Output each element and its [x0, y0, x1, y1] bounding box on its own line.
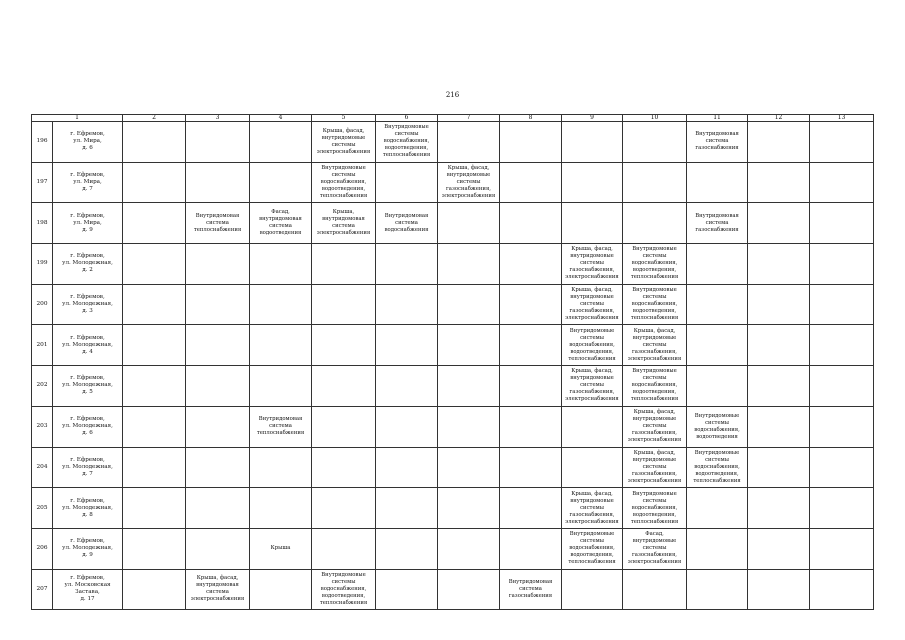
- work-cell: Внутридомовые системы водоснабжения, водоотведения, теплоснабжения: [376, 122, 438, 163]
- work-cell: [748, 406, 810, 447]
- work-cell: [623, 203, 687, 244]
- work-cell: [810, 284, 874, 325]
- work-cell: [810, 406, 874, 447]
- work-cell: [186, 325, 250, 366]
- column-header: 9: [562, 115, 623, 122]
- work-cell: [748, 488, 810, 529]
- work-cell: Внутридомовая система газоснабжения: [687, 203, 748, 244]
- work-cell: [123, 284, 186, 325]
- work-cell: [810, 488, 874, 529]
- work-cell: [748, 569, 810, 610]
- row-number: 204: [32, 447, 53, 488]
- work-cell: Крыша, фасад, внутридомовые системы газоснабжения, электроснабжения: [438, 162, 500, 203]
- work-cell: Внутридомовые системы водоснабжения, водоотведения, теплоснабжения: [623, 284, 687, 325]
- work-cell: [810, 203, 874, 244]
- row-number: 206: [32, 528, 53, 569]
- work-cell: [810, 122, 874, 163]
- address-cell: г. Ефремов, ул. Молодежная, д. 7: [53, 447, 123, 488]
- work-cell: Фасад, внутридомовые системы газоснабжения, электроснабжения: [623, 528, 687, 569]
- column-header: 13: [810, 115, 874, 122]
- table-row: [32, 122, 874, 163]
- work-cell: [123, 162, 186, 203]
- address-cell: г. Ефремов, ул. Молодежная, д. 2: [53, 244, 123, 285]
- work-cell: [687, 528, 748, 569]
- work-cell: [123, 569, 186, 610]
- work-cell: [123, 406, 186, 447]
- work-cell: Внутридомовые системы водоснабжения, водоотведения, теплоснабжения: [562, 528, 623, 569]
- work-cell: [562, 162, 623, 203]
- work-cell: [562, 203, 623, 244]
- row-number: 197: [32, 162, 53, 203]
- work-cell: [250, 366, 312, 407]
- work-cell: [186, 162, 250, 203]
- work-cell: [748, 284, 810, 325]
- work-cell: [748, 244, 810, 285]
- work-cell: [250, 569, 312, 610]
- row-number: 207: [32, 569, 53, 610]
- work-cell: [500, 162, 562, 203]
- row-number: 196: [32, 122, 53, 163]
- work-cell: [123, 366, 186, 407]
- work-cell: [562, 122, 623, 163]
- work-cell: [250, 488, 312, 529]
- work-cell: [687, 284, 748, 325]
- work-cell: [186, 406, 250, 447]
- column-header: 2: [123, 115, 186, 122]
- address-cell: г. Ефремов, ул. Молодежная, д. 9: [53, 528, 123, 569]
- work-cell: [250, 162, 312, 203]
- work-cell: Внутридомовая система теплоснабжения: [186, 203, 250, 244]
- work-cell: [186, 447, 250, 488]
- work-cell: [748, 203, 810, 244]
- work-cell: [376, 488, 438, 529]
- work-cell: [500, 406, 562, 447]
- address-cell: г. Ефремов, ул. Мира, д. 9: [53, 203, 123, 244]
- header-row: [32, 115, 874, 122]
- row-number: 201: [32, 325, 53, 366]
- work-cell: [500, 203, 562, 244]
- work-cell: [810, 325, 874, 366]
- work-cell: [312, 366, 376, 407]
- work-cell: [687, 162, 748, 203]
- work-cell: [376, 366, 438, 407]
- work-cell: [438, 447, 500, 488]
- work-cell: [500, 447, 562, 488]
- work-cell: Крыша, фасад, внутридомовые системы газоснабжения, электроснабжения: [623, 325, 687, 366]
- address-cell: г. Ефремов, ул. Молодежная, д. 6: [53, 406, 123, 447]
- work-cell: [186, 366, 250, 407]
- work-cell: [123, 122, 186, 163]
- work-cell: [562, 447, 623, 488]
- work-cell: [376, 325, 438, 366]
- row-number: 203: [32, 406, 53, 447]
- work-cell: [312, 447, 376, 488]
- work-cell: Фасад, внутридомовая система водоотведения: [250, 203, 312, 244]
- work-cell: Внутридомовая система водоснабжения: [376, 203, 438, 244]
- work-cell: [376, 447, 438, 488]
- work-cell: [810, 528, 874, 569]
- work-cell: Внутридомовые системы водоснабжения, водоотведения, теплоснабжения: [623, 366, 687, 407]
- work-cell: [250, 244, 312, 285]
- table-row: [32, 284, 874, 325]
- work-cell: [376, 162, 438, 203]
- work-cell: [123, 325, 186, 366]
- column-header: 6: [376, 115, 438, 122]
- work-cell: [438, 244, 500, 285]
- work-cell: Крыша, фасад, внутридомовые системы газоснабжения, электроснабжения: [562, 366, 623, 407]
- column-header: 11: [687, 115, 748, 122]
- work-cell: [312, 325, 376, 366]
- work-cell: [687, 325, 748, 366]
- page-number: 216: [445, 91, 460, 99]
- work-cell: [250, 122, 312, 163]
- work-cell: [500, 122, 562, 163]
- column-header: 1: [32, 115, 123, 122]
- work-cell: [500, 366, 562, 407]
- work-cell: [687, 366, 748, 407]
- table-row: [32, 528, 874, 569]
- row-number: 200: [32, 284, 53, 325]
- work-cell: [312, 406, 376, 447]
- work-cell: [312, 284, 376, 325]
- column-header: 10: [623, 115, 687, 122]
- work-cell: Внутридомовая система газоснабжения: [500, 569, 562, 610]
- work-cell: [500, 528, 562, 569]
- work-cell: [123, 488, 186, 529]
- work-cell: Внутридомовая система газоснабжения: [687, 122, 748, 163]
- work-cell: [748, 162, 810, 203]
- work-cell: [687, 244, 748, 285]
- work-cell: [376, 569, 438, 610]
- work-cell: [186, 244, 250, 285]
- work-cell: Внутридомовые системы водоснабжения, водоотведения: [687, 406, 748, 447]
- work-cell: Внутридомовые системы водоснабжения, водоотведения, теплоснабжения: [562, 325, 623, 366]
- work-cell: [438, 203, 500, 244]
- column-header: 12: [748, 115, 810, 122]
- row-number: 198: [32, 203, 53, 244]
- work-cell: [123, 203, 186, 244]
- work-cell: [810, 162, 874, 203]
- work-cell: [623, 122, 687, 163]
- work-cell: [500, 244, 562, 285]
- work-cell: [748, 447, 810, 488]
- work-cell: Крыша, фасад, внутридомовые системы электроснабжения: [312, 122, 376, 163]
- work-cell: [186, 284, 250, 325]
- address-cell: г. Ефремов, ул. Молодежная, д. 8: [53, 488, 123, 529]
- column-header: 7: [438, 115, 500, 122]
- work-cell: Крыша, фасад, внутридомовые системы газоснабжения, электроснабжения: [562, 488, 623, 529]
- table-row: [32, 406, 874, 447]
- work-cell: Внутридомовые системы водоснабжения, водоотведения, теплоснабжения: [687, 447, 748, 488]
- work-cell: [810, 366, 874, 407]
- table-row: [32, 366, 874, 407]
- work-cell: [186, 122, 250, 163]
- work-cell: Внутридомовые системы водоснабжения, водоотведения, теплоснабжения: [623, 244, 687, 285]
- work-cell: [500, 284, 562, 325]
- table-row: [32, 162, 874, 203]
- work-cell: [623, 569, 687, 610]
- column-header: 5: [312, 115, 376, 122]
- work-cell: [123, 447, 186, 488]
- work-cell: [748, 122, 810, 163]
- work-cell: Крыша, фасад, внутридомовая система электроснабжения: [186, 569, 250, 610]
- work-cell: Внутридомовые системы водоснабжения, водоотведения, теплоснабжения: [623, 488, 687, 529]
- work-cell: [186, 528, 250, 569]
- work-cell: Крыша, внутридомовая система электроснабжения: [312, 203, 376, 244]
- work-cell: [438, 569, 500, 610]
- work-cell: [500, 488, 562, 529]
- work-cell: [376, 244, 438, 285]
- work-cell: Внутридомовая система теплоснабжения: [250, 406, 312, 447]
- work-cell: [687, 488, 748, 529]
- work-cell: [562, 569, 623, 610]
- work-cell: [312, 488, 376, 529]
- work-cell: Крыша, фасад, внутридомовые системы газоснабжения, электроснабжения: [562, 244, 623, 285]
- work-cell: [312, 528, 376, 569]
- address-cell: г. Ефремов, ул. Московская Застава, д. 17: [53, 569, 123, 610]
- work-cell: [438, 406, 500, 447]
- table-row: [32, 488, 874, 529]
- column-header: 3: [186, 115, 250, 122]
- work-cell: [250, 447, 312, 488]
- row-number: 205: [32, 488, 53, 529]
- work-cell: Крыша: [250, 528, 312, 569]
- work-cell: [438, 325, 500, 366]
- work-cell: [123, 528, 186, 569]
- work-cell: [376, 528, 438, 569]
- work-cell: Внутридомовые системы водоснабжения, водоотведения, теплоснабжения: [312, 162, 376, 203]
- work-cell: [438, 284, 500, 325]
- work-cell: [438, 122, 500, 163]
- work-cell: [438, 528, 500, 569]
- work-cell: Внутридомовые системы водоснабжения, водоотведения, теплоснабжения: [312, 569, 376, 610]
- row-number: 202: [32, 366, 53, 407]
- row-number: 199: [32, 244, 53, 285]
- work-cell: [562, 406, 623, 447]
- table-row: [32, 244, 874, 285]
- work-cell: [810, 447, 874, 488]
- work-cell: [500, 325, 562, 366]
- work-cell: [810, 244, 874, 285]
- work-cell: [250, 284, 312, 325]
- work-cell: [123, 244, 186, 285]
- address-cell: г. Ефремов, ул. Молодежная, д. 5: [53, 366, 123, 407]
- work-cell: [312, 244, 376, 285]
- work-cell: [810, 569, 874, 610]
- work-cell: [748, 366, 810, 407]
- work-cell: Крыша, фасад, внутридомовые системы газоснабжения, электроснабжения: [623, 406, 687, 447]
- work-cell: Крыша, фасад, внутридомовые системы газоснабжения, электроснабжения: [623, 447, 687, 488]
- work-cell: Крыша, фасад, внутридомовые системы газоснабжения, электроснабжения: [562, 284, 623, 325]
- work-cell: [376, 284, 438, 325]
- work-cell: [623, 162, 687, 203]
- address-cell: г. Ефремов, ул. Мира, д. 6: [53, 122, 123, 163]
- table-row: [32, 203, 874, 244]
- table-row: [32, 447, 874, 488]
- works-table: [31, 114, 874, 610]
- work-cell: [186, 488, 250, 529]
- column-header: 4: [250, 115, 312, 122]
- column-header: 8: [500, 115, 562, 122]
- work-cell: [748, 528, 810, 569]
- work-cell: [687, 569, 748, 610]
- table-row: [32, 569, 874, 610]
- work-cell: [438, 366, 500, 407]
- work-cell: [748, 325, 810, 366]
- address-cell: г. Ефремов, ул. Мира, д. 7: [53, 162, 123, 203]
- address-cell: г. Ефремов, ул. Молодежная, д. 3: [53, 284, 123, 325]
- work-cell: [376, 406, 438, 447]
- address-cell: г. Ефремов, ул. Молодежная, д. 4: [53, 325, 123, 366]
- work-cell: [250, 325, 312, 366]
- table-row: [32, 325, 874, 366]
- work-cell: [438, 488, 500, 529]
